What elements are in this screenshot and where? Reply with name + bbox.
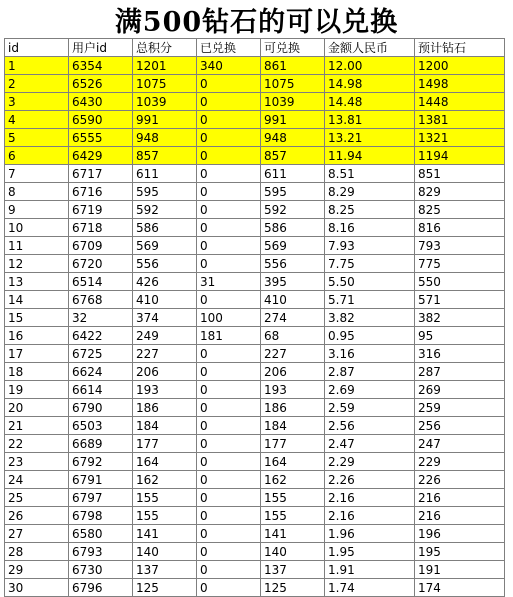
cell-amount-rmb[interactable]: 5.71 xyxy=(325,291,415,309)
cell-redeemed[interactable]: 0 xyxy=(197,129,261,147)
table-row xyxy=(5,399,505,417)
cell-id[interactable]: 9 xyxy=(5,201,69,219)
data-table xyxy=(4,38,505,597)
cell-total-points[interactable]: 155 xyxy=(133,489,197,507)
cell-total-points[interactable]: 991 xyxy=(133,111,197,129)
cell-estimated-diamonds[interactable]: 259 xyxy=(415,399,505,417)
cell-user-id[interactable]: 6720 xyxy=(69,255,133,273)
cell-user-id[interactable]: 6719 xyxy=(69,201,133,219)
cell-total-points[interactable]: 1201 xyxy=(133,57,197,75)
cell-redeemed[interactable]: 0 xyxy=(197,237,261,255)
cell-redeemable[interactable]: 164 xyxy=(261,453,325,471)
table-row xyxy=(5,273,505,291)
cell-amount-rmb[interactable]: 14.48 xyxy=(325,93,415,111)
table-row xyxy=(5,309,505,327)
table-row xyxy=(5,345,505,363)
cell-redeemable[interactable]: 595 xyxy=(261,183,325,201)
cell-redeemed[interactable]: 0 xyxy=(197,525,261,543)
cell-total-points[interactable]: 1075 xyxy=(133,75,197,93)
cell-redeemed[interactable]: 0 xyxy=(197,255,261,273)
cell-estimated-diamonds[interactable]: 1448 xyxy=(415,93,505,111)
cell-estimated-diamonds[interactable]: 382 xyxy=(415,309,505,327)
cell-id[interactable]: 2 xyxy=(5,75,69,93)
header-row xyxy=(5,39,505,57)
cell-amount-rmb[interactable]: 8.25 xyxy=(325,201,415,219)
cell-estimated-diamonds[interactable]: 287 xyxy=(415,363,505,381)
cell-amount-rmb[interactable]: 8.16 xyxy=(325,219,415,237)
cell-id[interactable]: 29 xyxy=(5,561,69,579)
cell-id[interactable]: 6 xyxy=(5,147,69,165)
cell-estimated-diamonds[interactable]: 191 xyxy=(415,561,505,579)
cell-amount-rmb[interactable]: 1.96 xyxy=(325,525,415,543)
cell-redeemed[interactable]: 0 xyxy=(197,507,261,525)
cell-redeemed[interactable]: 0 xyxy=(197,93,261,111)
cell-amount-rmb[interactable]: 2.47 xyxy=(325,435,415,453)
table-row xyxy=(5,201,505,219)
cell-amount-rmb[interactable]: 8.29 xyxy=(325,183,415,201)
table-row xyxy=(5,183,505,201)
cell-id[interactable]: 19 xyxy=(5,381,69,399)
cell-id[interactable]: 13 xyxy=(5,273,69,291)
cell-redeemed[interactable]: 0 xyxy=(197,75,261,93)
table-row xyxy=(5,237,505,255)
cell-redeemable[interactable]: 586 xyxy=(261,219,325,237)
cell-user-id[interactable]: 6503 xyxy=(69,417,133,435)
cell-redeemed[interactable]: 0 xyxy=(197,345,261,363)
cell-redeemable[interactable]: 206 xyxy=(261,363,325,381)
cell-total-points[interactable]: 1039 xyxy=(133,93,197,111)
cell-amount-rmb[interactable]: 2.69 xyxy=(325,381,415,399)
cell-user-id[interactable]: 6717 xyxy=(69,165,133,183)
cell-redeemed[interactable]: 0 xyxy=(197,201,261,219)
cell-redeemable[interactable]: 861 xyxy=(261,57,325,75)
cell-id[interactable]: 25 xyxy=(5,489,69,507)
header-redeemable[interactable]: 可兑换 xyxy=(261,39,325,57)
cell-amount-rmb[interactable]: 8.51 xyxy=(325,165,415,183)
cell-estimated-diamonds[interactable]: 816 xyxy=(415,219,505,237)
cell-redeemed[interactable]: 0 xyxy=(197,489,261,507)
table-row xyxy=(5,57,505,75)
cell-id[interactable]: 1 xyxy=(5,57,69,75)
header-estimated-diamonds[interactable]: 预计钻石 xyxy=(415,39,505,57)
cell-redeemed[interactable]: 0 xyxy=(197,417,261,435)
table-row xyxy=(5,219,505,237)
cell-total-points[interactable]: 948 xyxy=(133,129,197,147)
cell-redeemable[interactable]: 177 xyxy=(261,435,325,453)
cell-estimated-diamonds[interactable]: 1194 xyxy=(415,147,505,165)
cell-estimated-diamonds[interactable]: 825 xyxy=(415,201,505,219)
header-id[interactable]: id xyxy=(5,39,69,57)
cell-total-points[interactable]: 186 xyxy=(133,399,197,417)
cell-redeemed[interactable]: 0 xyxy=(197,147,261,165)
table-row xyxy=(5,111,505,129)
table-row xyxy=(5,363,505,381)
cell-total-points[interactable]: 595 xyxy=(133,183,197,201)
cell-estimated-diamonds[interactable]: 216 xyxy=(415,507,505,525)
cell-estimated-diamonds[interactable]: 550 xyxy=(415,273,505,291)
cell-id[interactable]: 5 xyxy=(5,129,69,147)
cell-amount-rmb[interactable]: 11.94 xyxy=(325,147,415,165)
cell-redeemed[interactable]: 0 xyxy=(197,453,261,471)
cell-estimated-diamonds[interactable]: 229 xyxy=(415,453,505,471)
cell-redeemable[interactable]: 274 xyxy=(261,309,325,327)
cell-total-points[interactable]: 184 xyxy=(133,417,197,435)
cell-redeemable[interactable]: 1039 xyxy=(261,93,325,111)
cell-estimated-diamonds[interactable]: 226 xyxy=(415,471,505,489)
cell-redeemable[interactable]: 395 xyxy=(261,273,325,291)
cell-redeemable[interactable]: 991 xyxy=(261,111,325,129)
cell-total-points[interactable]: 611 xyxy=(133,165,197,183)
cell-user-id[interactable]: 6791 xyxy=(69,471,133,489)
cell-user-id[interactable]: 6797 xyxy=(69,489,133,507)
cell-redeemable[interactable]: 410 xyxy=(261,291,325,309)
cell-amount-rmb[interactable]: 7.93 xyxy=(325,237,415,255)
cell-user-id[interactable]: 6430 xyxy=(69,93,133,111)
table-row xyxy=(5,453,505,471)
cell-user-id[interactable]: 6590 xyxy=(69,111,133,129)
table-row xyxy=(5,417,505,435)
cell-id[interactable]: 20 xyxy=(5,399,69,417)
cell-amount-rmb[interactable]: 2.16 xyxy=(325,507,415,525)
table-row xyxy=(5,255,505,273)
table-row xyxy=(5,435,505,453)
cell-estimated-diamonds[interactable]: 1321 xyxy=(415,129,505,147)
cell-total-points[interactable]: 426 xyxy=(133,273,197,291)
cell-user-id[interactable]: 6792 xyxy=(69,453,133,471)
table-row xyxy=(5,147,505,165)
table-row xyxy=(5,543,505,561)
cell-id[interactable]: 3 xyxy=(5,93,69,111)
cell-redeemable[interactable]: 68 xyxy=(261,327,325,345)
cell-redeemable[interactable]: 948 xyxy=(261,129,325,147)
cell-total-points[interactable]: 155 xyxy=(133,507,197,525)
cell-amount-rmb[interactable]: 14.98 xyxy=(325,75,415,93)
cell-user-id[interactable]: 6709 xyxy=(69,237,133,255)
cell-estimated-diamonds[interactable]: 216 xyxy=(415,489,505,507)
cell-id[interactable]: 18 xyxy=(5,363,69,381)
cell-total-points[interactable]: 193 xyxy=(133,381,197,399)
cell-total-points[interactable]: 227 xyxy=(133,345,197,363)
cell-user-id[interactable]: 6768 xyxy=(69,291,133,309)
cell-user-id[interactable]: 6580 xyxy=(69,525,133,543)
cell-total-points[interactable]: 177 xyxy=(133,435,197,453)
table-body xyxy=(5,57,505,597)
cell-redeemed[interactable]: 0 xyxy=(197,219,261,237)
header-user-id[interactable]: 用户id xyxy=(69,39,133,57)
cell-redeemable[interactable]: 184 xyxy=(261,417,325,435)
cell-total-points[interactable]: 592 xyxy=(133,201,197,219)
cell-amount-rmb[interactable]: 2.59 xyxy=(325,399,415,417)
cell-id[interactable]: 24 xyxy=(5,471,69,489)
cell-amount-rmb[interactable]: 2.29 xyxy=(325,453,415,471)
table-row xyxy=(5,93,505,111)
header-total-points[interactable]: 总积分 xyxy=(133,39,197,57)
cell-redeemable[interactable]: 227 xyxy=(261,345,325,363)
cell-id[interactable]: 28 xyxy=(5,543,69,561)
cell-estimated-diamonds[interactable]: 196 xyxy=(415,525,505,543)
cell-estimated-diamonds[interactable]: 95 xyxy=(415,327,505,345)
table-row xyxy=(5,579,505,597)
cell-user-id[interactable]: 6689 xyxy=(69,435,133,453)
cell-redeemed[interactable]: 0 xyxy=(197,543,261,561)
cell-amount-rmb[interactable]: 13.21 xyxy=(325,129,415,147)
cell-id[interactable]: 11 xyxy=(5,237,69,255)
cell-id[interactable]: 7 xyxy=(5,165,69,183)
cell-redeemed[interactable]: 340 xyxy=(197,57,261,75)
cell-redeemed[interactable]: 0 xyxy=(197,579,261,597)
cell-amount-rmb[interactable]: 2.26 xyxy=(325,471,415,489)
cell-amount-rmb[interactable]: 2.16 xyxy=(325,489,415,507)
cell-estimated-diamonds[interactable]: 793 xyxy=(415,237,505,255)
cell-estimated-diamonds[interactable]: 316 xyxy=(415,345,505,363)
cell-amount-rmb[interactable]: 1.95 xyxy=(325,543,415,561)
cell-id[interactable]: 14 xyxy=(5,291,69,309)
cell-amount-rmb[interactable]: 1.91 xyxy=(325,561,415,579)
cell-redeemable[interactable]: 155 xyxy=(261,489,325,507)
table-row xyxy=(5,507,505,525)
table-row xyxy=(5,381,505,399)
cell-estimated-diamonds[interactable]: 851 xyxy=(415,165,505,183)
cell-redeemable[interactable]: 137 xyxy=(261,561,325,579)
cell-redeemed[interactable]: 181 xyxy=(197,327,261,345)
cell-total-points[interactable]: 556 xyxy=(133,255,197,273)
table-row xyxy=(5,165,505,183)
table-row xyxy=(5,561,505,579)
cell-redeemed[interactable]: 31 xyxy=(197,273,261,291)
cell-total-points[interactable]: 586 xyxy=(133,219,197,237)
cell-redeemed[interactable]: 100 xyxy=(197,309,261,327)
header-redeemed[interactable]: 已兑换 xyxy=(197,39,261,57)
cell-estimated-diamonds[interactable]: 571 xyxy=(415,291,505,309)
cell-id[interactable]: 4 xyxy=(5,111,69,129)
cell-redeemable[interactable]: 155 xyxy=(261,507,325,525)
cell-total-points[interactable]: 569 xyxy=(133,237,197,255)
header-amount-rmb[interactable]: 金额人民币 xyxy=(325,39,415,57)
cell-redeemable[interactable]: 857 xyxy=(261,147,325,165)
cell-user-id[interactable]: 6614 xyxy=(69,381,133,399)
cell-redeemed[interactable]: 0 xyxy=(197,183,261,201)
cell-id[interactable]: 27 xyxy=(5,525,69,543)
cell-redeemable[interactable]: 186 xyxy=(261,399,325,417)
table-row xyxy=(5,489,505,507)
cell-user-id[interactable]: 6514 xyxy=(69,273,133,291)
cell-id[interactable]: 10 xyxy=(5,219,69,237)
cell-id[interactable]: 22 xyxy=(5,435,69,453)
cell-redeemable[interactable]: 140 xyxy=(261,543,325,561)
cell-user-id[interactable]: 6429 xyxy=(69,147,133,165)
cell-id[interactable]: 16 xyxy=(5,327,69,345)
cell-redeemable[interactable]: 592 xyxy=(261,201,325,219)
cell-estimated-diamonds[interactable]: 775 xyxy=(415,255,505,273)
cell-redeemable[interactable]: 162 xyxy=(261,471,325,489)
cell-estimated-diamonds[interactable]: 256 xyxy=(415,417,505,435)
cell-user-id[interactable]: 6725 xyxy=(69,345,133,363)
cell-estimated-diamonds[interactable]: 1381 xyxy=(415,111,505,129)
cell-estimated-diamonds[interactable]: 195 xyxy=(415,543,505,561)
cell-estimated-diamonds[interactable]: 829 xyxy=(415,183,505,201)
cell-total-points[interactable]: 410 xyxy=(133,291,197,309)
cell-estimated-diamonds[interactable]: 247 xyxy=(415,435,505,453)
cell-redeemable[interactable]: 141 xyxy=(261,525,325,543)
cell-user-id[interactable]: 6790 xyxy=(69,399,133,417)
cell-total-points[interactable]: 141 xyxy=(133,525,197,543)
cell-redeemable[interactable]: 1075 xyxy=(261,75,325,93)
cell-total-points[interactable]: 140 xyxy=(133,543,197,561)
cell-id[interactable]: 8 xyxy=(5,183,69,201)
cell-amount-rmb[interactable]: 2.87 xyxy=(325,363,415,381)
cell-total-points[interactable]: 125 xyxy=(133,579,197,597)
cell-user-id[interactable]: 6422 xyxy=(69,327,133,345)
cell-redeemed[interactable]: 0 xyxy=(197,561,261,579)
cell-user-id[interactable]: 6730 xyxy=(69,561,133,579)
table-row xyxy=(5,129,505,147)
cell-id[interactable]: 23 xyxy=(5,453,69,471)
cell-total-points[interactable]: 249 xyxy=(133,327,197,345)
cell-estimated-diamonds[interactable]: 1498 xyxy=(415,75,505,93)
cell-user-id[interactable]: 6798 xyxy=(69,507,133,525)
cell-user-id[interactable]: 6716 xyxy=(69,183,133,201)
cell-amount-rmb[interactable]: 3.16 xyxy=(325,345,415,363)
cell-redeemable[interactable]: 193 xyxy=(261,381,325,399)
cell-id[interactable]: 30 xyxy=(5,579,69,597)
table-row xyxy=(5,525,505,543)
cell-id[interactable]: 26 xyxy=(5,507,69,525)
cell-total-points[interactable]: 137 xyxy=(133,561,197,579)
cell-total-points[interactable]: 374 xyxy=(133,309,197,327)
cell-amount-rmb[interactable]: 7.75 xyxy=(325,255,415,273)
cell-user-id[interactable]: 6793 xyxy=(69,543,133,561)
cell-user-id[interactable]: 6354 xyxy=(69,57,133,75)
cell-redeemed[interactable]: 0 xyxy=(197,471,261,489)
cell-redeemable[interactable]: 125 xyxy=(261,579,325,597)
cell-estimated-diamonds[interactable]: 174 xyxy=(415,579,505,597)
cell-amount-rmb[interactable]: 0.95 xyxy=(325,327,415,345)
table-row xyxy=(5,471,505,489)
cell-user-id[interactable]: 6526 xyxy=(69,75,133,93)
cell-amount-rmb[interactable]: 5.50 xyxy=(325,273,415,291)
cell-user-id[interactable]: 6796 xyxy=(69,579,133,597)
cell-redeemed[interactable]: 0 xyxy=(197,435,261,453)
table-row xyxy=(5,75,505,93)
cell-total-points[interactable]: 206 xyxy=(133,363,197,381)
cell-user-id[interactable]: 6555 xyxy=(69,129,133,147)
cell-redeemable[interactable]: 611 xyxy=(261,165,325,183)
cell-estimated-diamonds[interactable]: 269 xyxy=(415,381,505,399)
cell-id[interactable]: 17 xyxy=(5,345,69,363)
cell-redeemable[interactable]: 569 xyxy=(261,237,325,255)
cell-redeemed[interactable]: 0 xyxy=(197,381,261,399)
cell-total-points[interactable]: 857 xyxy=(133,147,197,165)
cell-redeemed[interactable]: 0 xyxy=(197,399,261,417)
cell-id[interactable]: 15 xyxy=(5,309,69,327)
cell-id[interactable]: 12 xyxy=(5,255,69,273)
cell-redeemed[interactable]: 0 xyxy=(197,291,261,309)
cell-id[interactable]: 21 xyxy=(5,417,69,435)
cell-redeemed[interactable]: 0 xyxy=(197,363,261,381)
cell-user-id[interactable]: 6624 xyxy=(69,363,133,381)
cell-amount-rmb[interactable]: 12.00 xyxy=(325,57,415,75)
cell-user-id[interactable]: 32 xyxy=(69,309,133,327)
cell-amount-rmb[interactable]: 3.82 xyxy=(325,309,415,327)
cell-estimated-diamonds[interactable]: 1200 xyxy=(415,57,505,75)
table-row xyxy=(5,327,505,345)
cell-redeemed[interactable]: 0 xyxy=(197,165,261,183)
cell-redeemable[interactable]: 556 xyxy=(261,255,325,273)
cell-redeemed[interactable]: 0 xyxy=(197,111,261,129)
cell-amount-rmb[interactable]: 2.56 xyxy=(325,417,415,435)
cell-total-points[interactable]: 164 xyxy=(133,453,197,471)
cell-total-points[interactable]: 162 xyxy=(133,471,197,489)
table-row xyxy=(5,291,505,309)
cell-amount-rmb[interactable]: 13.81 xyxy=(325,111,415,129)
cell-user-id[interactable]: 6718 xyxy=(69,219,133,237)
sheet-title[interactable]: 满500钻石的可以兑换 xyxy=(114,6,399,38)
cell-amount-rmb[interactable]: 1.74 xyxy=(325,579,415,597)
